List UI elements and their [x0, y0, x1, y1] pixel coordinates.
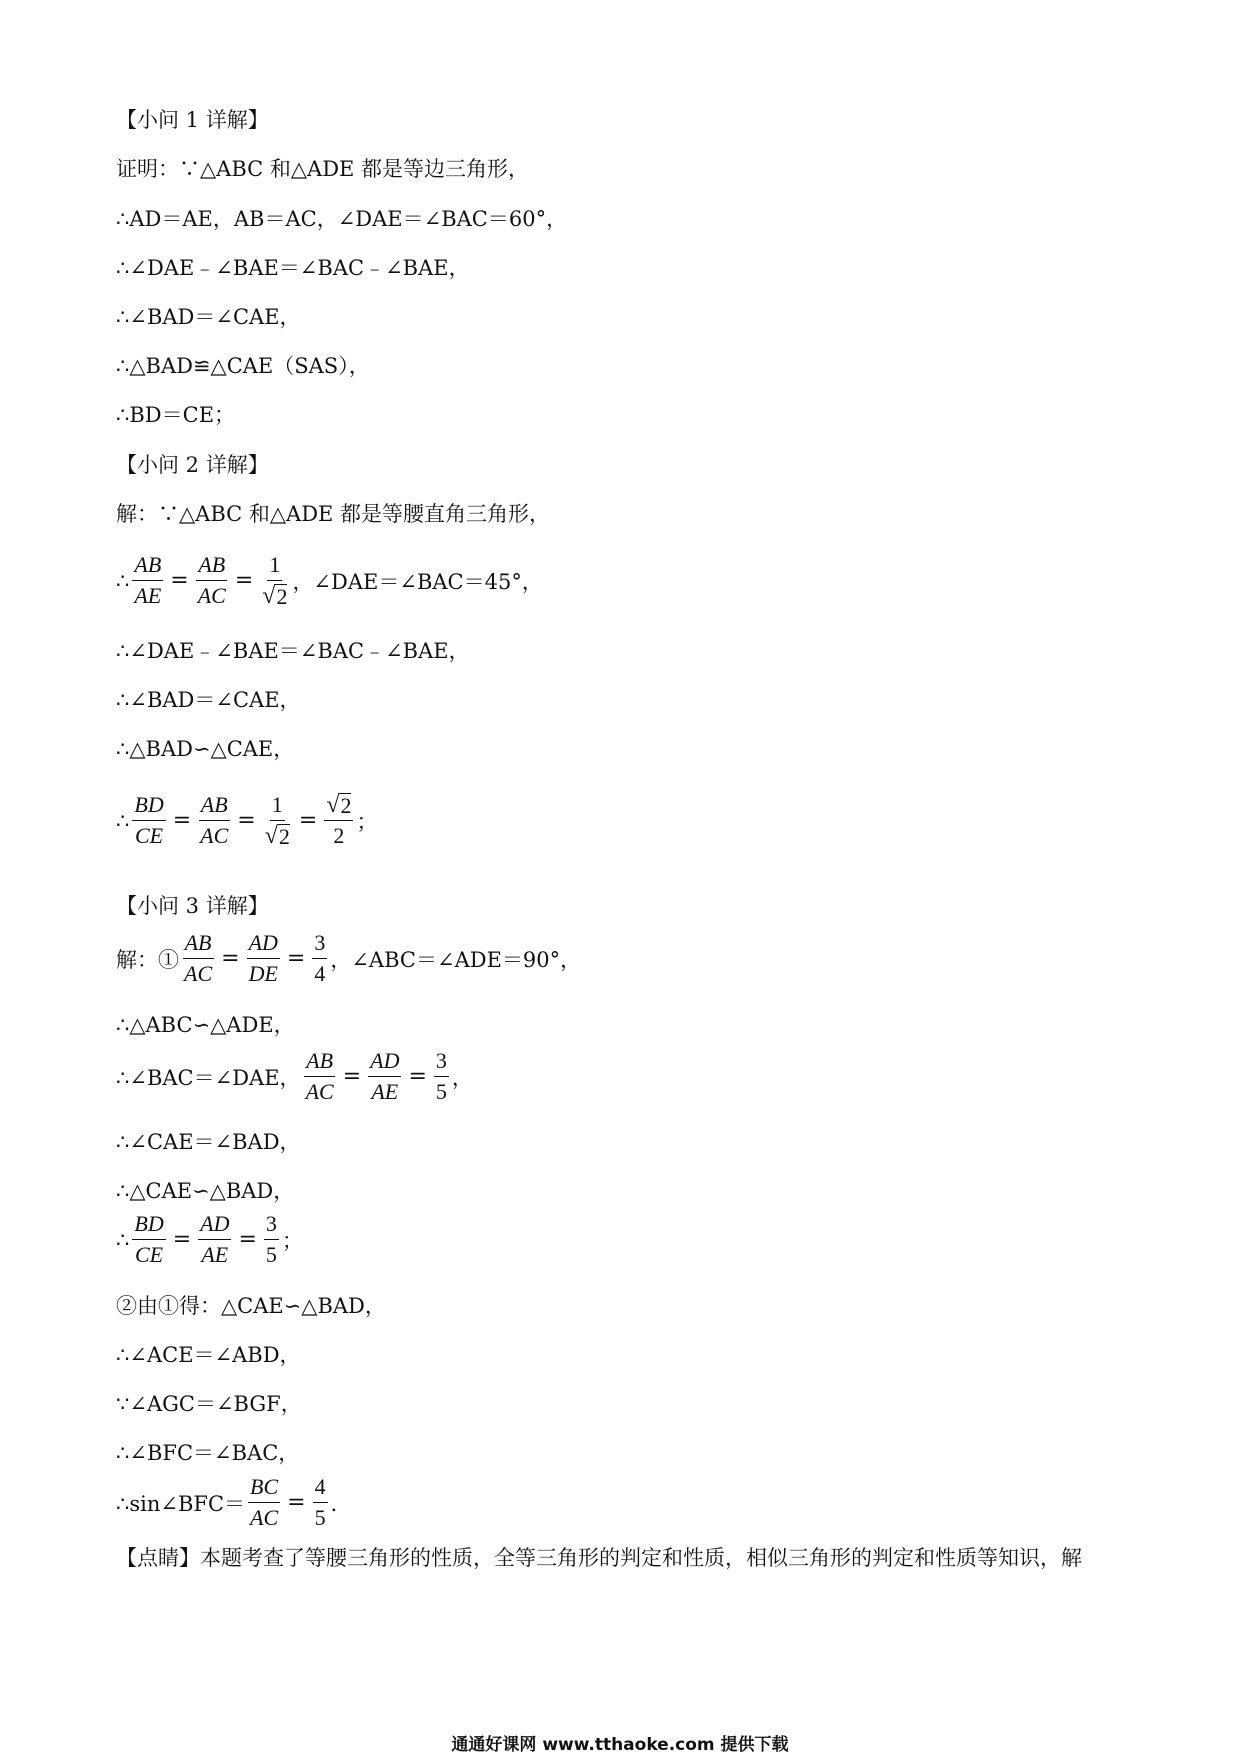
fraction: $\frac{BC}{AC}$ — [250, 1474, 279, 1530]
q3-line-2: ∴△ABC∽△ADE， — [116, 1013, 295, 1037]
q2-formula-1: ∴ $\frac{AB}{AE}$ = $\frac{AB}{AC}$ = 1 √ 2 ，∠DAE＝∠BAC＝45°， — [116, 552, 543, 609]
fraction: $\frac{AD}{AE}$ — [200, 1211, 230, 1267]
comment-line: 【点睛】本题考查了等腰三角形的性质，全等三角形的判定和性质，相似三角形的判定和性质等知识，解 — [116, 1546, 1082, 1570]
fraction: $\frac{BD}{CE}$ — [134, 792, 164, 848]
fraction: $\frac{3}{5}$ — [265, 1211, 277, 1267]
q1-line-3: ∴∠DAE﹣∠BAE＝∠BAC﹣∠BAE， — [116, 256, 470, 280]
q3-line-9: ∵∠AGC＝∠BGF， — [116, 1392, 302, 1416]
q3-line-5: ∴△CAE∽△BAD， — [116, 1179, 295, 1203]
fraction: $\frac{3}{5}$ — [435, 1048, 447, 1104]
q1-line-4: ∴∠BAD＝∠CAE， — [116, 305, 301, 329]
sqrt-symbol: √ 2 — [326, 792, 352, 818]
q1-line-6: ∴BD＝CE； — [116, 403, 236, 427]
fraction: 1 √ 2 — [262, 552, 288, 609]
q3-line-10: ∴∠BFC＝∠BAC， — [116, 1441, 300, 1465]
q2-line-3: ∴∠DAE﹣∠BAE＝∠BAC﹣∠BAE， — [116, 639, 470, 663]
sqrt-symbol: √ 2 — [262, 583, 288, 609]
q3-header: 【小问 3 详解】 — [116, 894, 269, 918]
q3-formula-3: ∴ $\frac{BD}{CE}$ = $\frac{AD}{AE}$ = $\frac{3}{5}$ ； — [116, 1209, 303, 1270]
q3-formula-1: 解：① $\frac{AB}{AC}$ = $\frac{AD}{DE}$ = $\frac{3}{4}$ ，∠ABC＝∠ADE＝90°， — [116, 928, 581, 989]
fraction: $\frac{AB}{AC}$ — [197, 552, 226, 608]
q2-header: 【小问 2 详解】 — [116, 453, 269, 477]
page-footer: 通通好课网 www.tthaoke.com 提供下载 — [451, 1735, 789, 1755]
fraction: $\frac{3}{4}$ — [314, 930, 326, 986]
q2-line-5: ∴△BAD∽△CAE， — [116, 737, 295, 761]
q3-line-7: ②由①得：△CAE∽△BAD， — [116, 1294, 386, 1318]
sqrt-symbol: √ 2 — [264, 823, 290, 849]
fraction: $\frac{AB}{AC}$ — [305, 1048, 334, 1104]
fraction: $\frac{AD}{DE}$ — [248, 930, 278, 986]
q1-header: 【小问 1 详解】 — [116, 108, 269, 132]
fraction: √ 2 2 — [326, 792, 352, 848]
q1-line-5: ∴△BAD≌△CAE（SAS）， — [116, 354, 370, 378]
fraction: 1 √ 2 — [264, 792, 290, 849]
q3-formula-4: ∴sin∠BFC＝ $\frac{BC}{AC}$ = $\frac{4}{5}$ ． — [116, 1472, 352, 1533]
q2-formula-2: ∴ $\frac{BD}{CE}$ = $\frac{AB}{AC}$ = 1 √ 2 = √ 2 2 ； — [116, 792, 378, 849]
fraction: $\frac{BD}{CE}$ — [134, 1211, 164, 1267]
q1-line-2: ∴AD＝AE，AB＝AC，∠DAE＝∠BAC＝60°， — [116, 207, 568, 231]
q1-line-1: 证明：∵△ABC 和△ADE 都是等边三角形， — [116, 157, 530, 181]
q3-line-8: ∴∠ACE＝∠ABD， — [116, 1343, 301, 1367]
fraction: $\frac{AD}{AE}$ — [370, 1048, 400, 1104]
fraction: $\frac{4}{5}$ — [314, 1474, 326, 1530]
fraction: $\frac{AB}{AE}$ — [134, 552, 162, 608]
q2-line-4: ∴∠BAD＝∠CAE， — [116, 688, 301, 712]
q3-formula-2: ∴∠BAC＝∠DAE， $\frac{AB}{AC}$ = $\frac{AD}{AE}$ = $\frac{3}{5}$ ， — [116, 1046, 473, 1107]
q3-line-4: ∴∠CAE＝∠BAD， — [116, 1130, 301, 1154]
fraction: $\frac{AB}{AC}$ — [184, 930, 213, 986]
fraction: $\frac{AB}{AC}$ — [200, 792, 229, 848]
q2-line-1: 解：∵△ABC 和△ADE 都是等腰直角三角形， — [116, 502, 551, 526]
